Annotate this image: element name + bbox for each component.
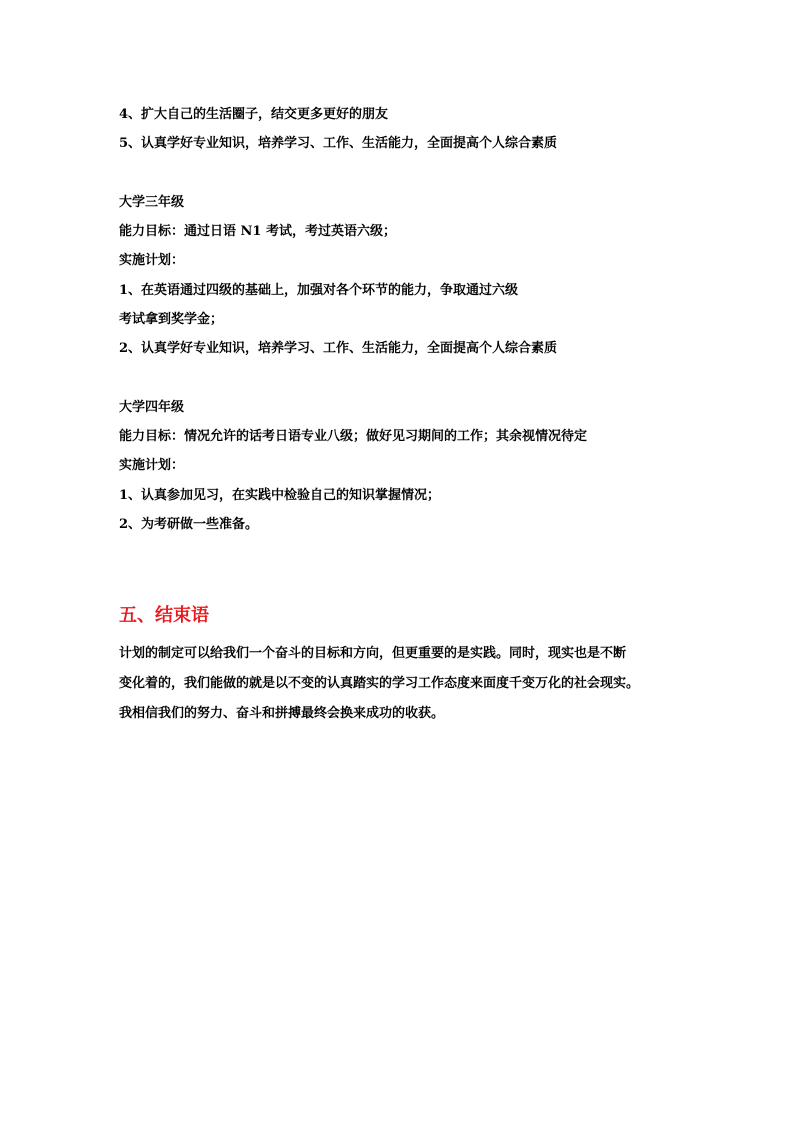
year3-plan-label: 实施计划： [119,253,185,268]
year4-title: 大学四年级 [119,400,185,415]
year4-goal: 能力目标：情况允许的话考日语专业八级；做好见习期间的工作；其余视情况待定 [119,429,588,444]
year3-item-1-line2: 考试拿到奖学金； [119,312,224,327]
conclusion-line-2: 变化着的，我们能做的就是以不变的认真踏实的学习工作态度来面度千变万化的社会现实。 [119,676,640,691]
year2-item-4: 4、扩大自己的生活圈子，结交更多更好的朋友 [119,107,389,122]
year3-goal: 能力目标：通过日语 N1 考试，考过英语六级； [119,224,396,239]
year3-title: 大学三年级 [119,195,185,210]
year3-item-1-line1: 1、在英语通过四级的基础上，加强对各个环节的能力，争取通过六级 [119,283,519,298]
year4-plan-label: 实施计划： [119,458,185,473]
year3-item-2: 2、认真学好专业知识，培养学习、工作、生活能力，全面提高个人综合素质 [119,341,558,356]
year4-item-1: 1、认真参加见习，在实践中检验自己的知识掌握情况； [119,488,441,503]
conclusion-line-3: 我相信我们的努力、奋斗和拼搏最终会换来成功的收获。 [119,706,445,721]
conclusion-line-1: 计划的制定可以给我们一个奋斗的目标和方向，但更重要的是实践。同时，现实也是不断 [119,646,627,661]
year4-item-2: 2、为考研做一些准备。 [119,517,259,532]
year2-item-5: 5、认真学好专业知识，培养学习、工作、生活能力，全面提高个人综合素质 [119,136,558,151]
conclusion-heading: 五、结束语 [119,605,209,626]
